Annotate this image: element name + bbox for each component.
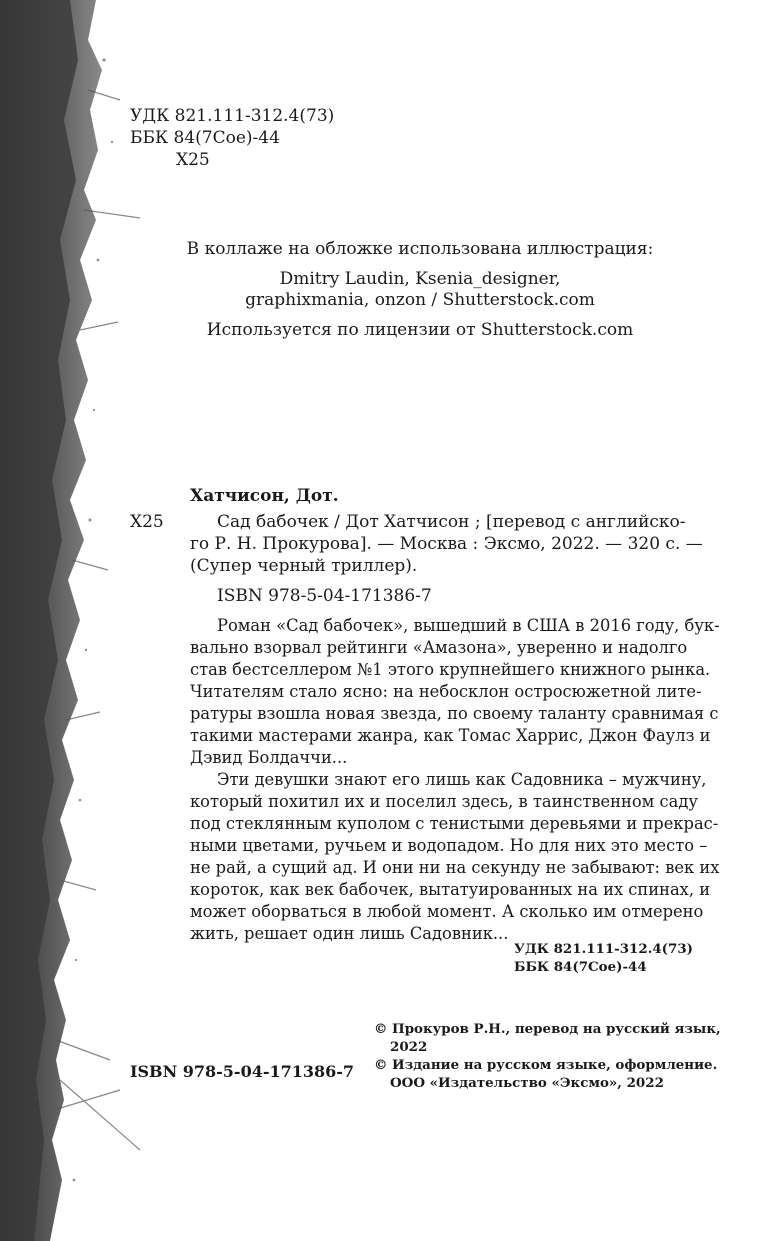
cover-credit-intro: В коллаже на обложке использована иллюстрация:: [186, 239, 654, 259]
annotation-line: ратуры взошла новая звезда, по своему таланту сравнимая с: [190, 704, 719, 723]
catalog-author-heading: Хатчисон, Дот.: [190, 486, 339, 506]
bottom-bbk: ББК 84(7Сое)-44: [514, 959, 647, 975]
annotation-line: может оборваться в любой момент. А сколько им отмерено: [190, 902, 704, 921]
top-bbk: ББК 84(7Сое)-44: [130, 128, 280, 148]
annotation-line: который похитил их и поселил здесь, в таинственном саду: [190, 792, 698, 811]
annotation-line: жить, решает один лишь Садовник...: [190, 924, 509, 943]
annotation-line: Роман «Сад бабочек», вышедший в США в 2016 году, бук-: [217, 616, 720, 635]
annotation-line: Эти девушки знают его лишь как Садовника – мужчину,: [217, 770, 707, 789]
annotation-line: не рай, а сущий ад. И они ни на секунду не забывают: век их: [190, 858, 720, 877]
annotation-line: ными цветами, ручьем и водопадом. Но для них это место –: [190, 836, 708, 855]
annotation-line: Читателям стало ясно: на небосклон остросюжетной лите-: [190, 682, 702, 701]
copyright-edition-1: © Издание на русском языке, оформление.: [374, 1057, 718, 1073]
annotation-line: Дэвид Болдаччи...: [190, 748, 348, 767]
top-author-mark: Х25: [176, 150, 210, 170]
top-udk: УДК 821.111-312.4(73): [130, 106, 335, 126]
annotation-line: вально взорвал рейтинги «Амазона», уверенно и надолго: [190, 638, 688, 657]
copyright-translation-2: 2022: [390, 1039, 428, 1055]
annotation-line: короток, как век бабочек, вытатуированных на их спинах, и: [190, 880, 711, 899]
bottom-udk: УДК 821.111-312.4(73): [514, 941, 693, 957]
bottom-isbn: ISBN 978-5-04-171386-7: [130, 1062, 355, 1081]
copyright-edition-2: ООО «Издательство «Эксмо», 2022: [390, 1075, 664, 1091]
copyright-translation-1: © Прокуров Р.Н., перевод на русский язык,: [374, 1021, 721, 1037]
annotation-line: под стеклянным куполом с тенистыми деревьями и прекрас-: [190, 814, 719, 833]
cover-credit-names-2: graphixmania, onzon / Shutterstock.com: [245, 290, 595, 310]
annotation-line: став бестселлером №1 этого крупнейшего книжного рынка.: [190, 660, 711, 679]
catalog-isbn: ISBN 978-5-04-171386-7: [217, 586, 432, 606]
grunge-edge-decoration: [0, 0, 150, 1241]
catalog-author-mark: Х25: [130, 512, 164, 532]
cover-credit-names-1: Dmitry Laudin, Ksenia_designer,: [279, 269, 561, 289]
catalog-description-line: Сад бабочек / Дот Хатчисон ; [перевод с английско-: [217, 512, 686, 532]
cover-credit-license: Используется по лицензии от Shutterstock.com: [206, 320, 634, 340]
annotation-line: такими мастерами жанра, как Томас Харрис, Джон Фаулз и: [190, 726, 711, 745]
catalog-description-line: (Супер черный триллер).: [190, 556, 418, 576]
catalog-description-line: го Р. Н. Прокурова]. — Москва : Эксмо, 2022. — 320 с. —: [190, 534, 703, 554]
